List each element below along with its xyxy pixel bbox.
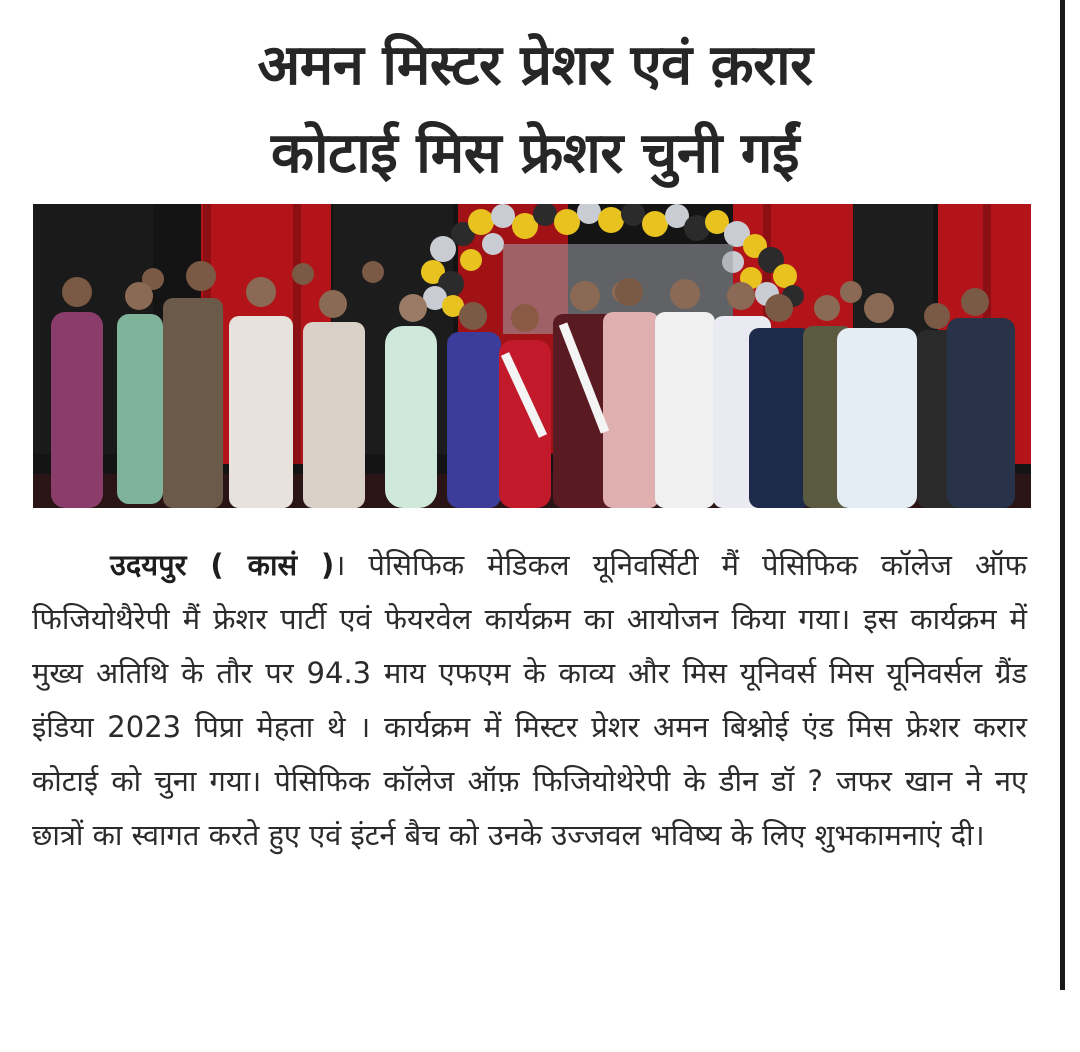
headline	[40, 22, 1030, 198]
group-photo-illustration	[33, 204, 1031, 508]
headline-line-1: अमन मिस्टर प्रेशर एवं क़रार	[257, 33, 813, 98]
article-body	[32, 538, 1027, 862]
group-photo	[33, 204, 1031, 508]
headline-line-2: कोटाई मिस फ्रेशर चुनी गईं	[271, 121, 799, 186]
column-rule	[1060, 0, 1065, 990]
article-dateline: उदयपुर ( कासं )	[110, 548, 335, 582]
article-text: । पेसिफिक मेडिकल यूनिवर्सिटी मैं पेसिफिक कॉलेज ऑफ फिजियोथैरेपी मैं फ्रेशर पार्टी एवं फेयरवेल कार्यक्रम का आयोजन किया गया। इस कार्यक्रम में मुख्य अतिथि के तौर पर 94.3 माय एफएम के काव्य और मिस यूनिवर्स मिस यूनिवर्सल ग्रैंड इंडिया 2023 पिप्रा मेहता थे । कार्यक्रम में मिस्टर प्रेशर अमन बिश्नोई एंड मिस फ्रेशर करार कोटाई को चुना गया। पेसिफिक कॉलेज ऑफ़ फिजियोथेरेपी के डीन डॉ ? जफर खान ने नए छात्रों का स्वागत करते हुए एवं इंटर्न बैच को उनके उज्जवल भविष्य के लिए शुभकामनाएं दी।	[32, 548, 1027, 852]
